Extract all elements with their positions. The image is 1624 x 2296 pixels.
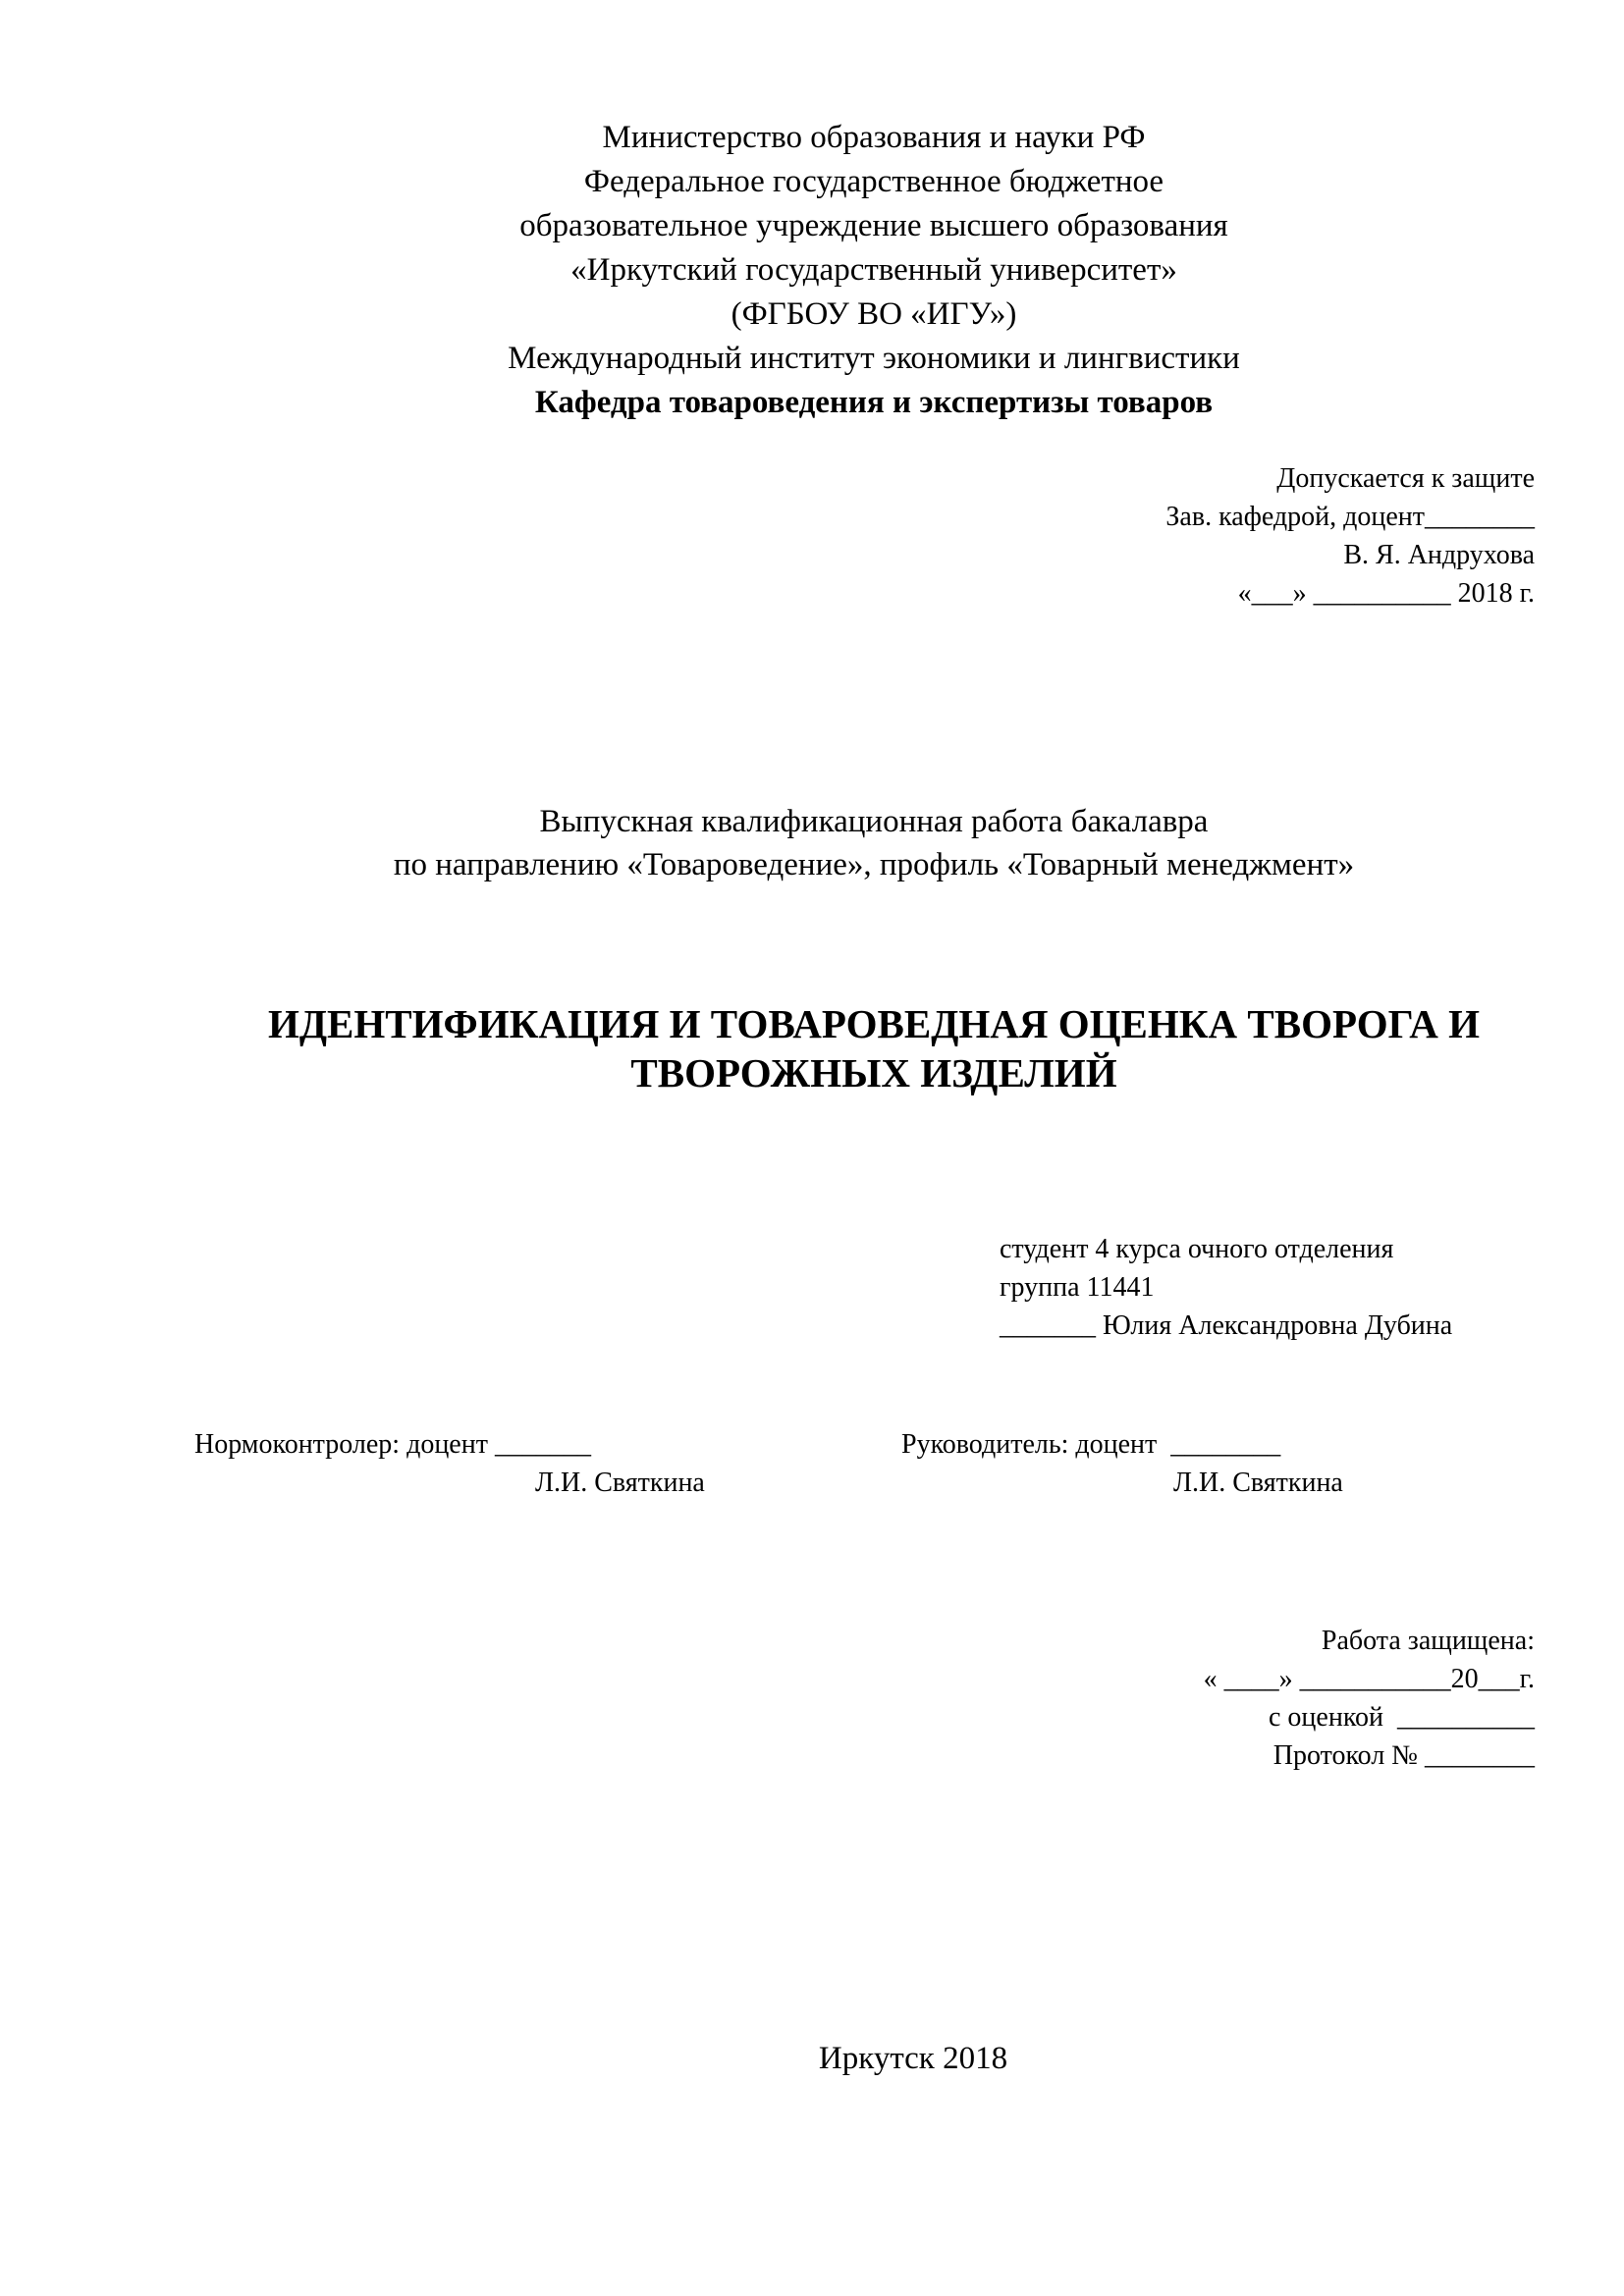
institution-header <box>295 116 1453 425</box>
institution-type-line: Федеральное государственное бюджетное <box>583 164 1164 199</box>
student-signature-name: _______ Юлия Александровна Дубина <box>1000 1310 1453 1341</box>
approval-caption: Допускается к защите <box>1276 463 1535 494</box>
student-course: студент 4 курса очного отделения <box>1000 1234 1394 1264</box>
defense-block <box>847 1622 1535 1775</box>
student-group: группа 11441 <box>1000 1272 1155 1303</box>
supervisor-role: Руководитель: доцент ________ <box>901 1429 1281 1460</box>
thesis-title-line-2: ТВОРОЖНЫХ ИЗДЕЛИЙ <box>630 1050 1117 1095</box>
defense-protocol: Протокол № ________ <box>1272 1740 1535 1771</box>
institute-name: Международный институт экономики и лингвистики <box>508 341 1240 376</box>
head-of-department-signature: Зав. кафедрой, доцент________ <box>1165 502 1535 532</box>
student-block <box>1000 1230 1589 1345</box>
supervisor-name: Л.И. Святкина <box>1173 1468 1343 1498</box>
normcontroller-role: Нормоконтролер: доцент _______ <box>194 1429 591 1460</box>
supervisor-block <box>901 1425 1451 1502</box>
defense-caption: Работа защищена: <box>1321 1626 1535 1656</box>
work-type <box>177 800 1571 886</box>
thesis-title-line-1: ИДЕНТИФИКАЦИЯ И ТОВАРОВЕДНАЯ ОЦЕНКА ТВОРОГА И <box>267 1001 1481 1046</box>
approval-date: «___» __________ 2018 г. <box>1237 578 1535 609</box>
work-direction-line: по направлению «Товароведение», профиль «Товарный менеджмент» <box>393 847 1355 882</box>
thesis-title <box>147 999 1600 1097</box>
department-name: Кафедра товароведения и экспертизы товаров <box>534 385 1214 420</box>
approval-block <box>847 459 1535 613</box>
defense-date: « ____» ___________20___г. <box>1203 1664 1535 1694</box>
city-year: Иркутск 2018 <box>818 2041 1008 2076</box>
university-name: «Иркутский государственный университет» <box>570 252 1177 288</box>
work-type-line: Выпускная квалификационная работа бакалавра <box>539 804 1209 839</box>
head-of-department-name: В. Я. Андрухова <box>1343 540 1535 570</box>
normcontroller-block <box>194 1425 744 1502</box>
defense-grade: с оценкой __________ <box>1269 1702 1535 1733</box>
ministry-line: Министерство образования и науки РФ <box>602 120 1146 155</box>
institution-type-line-2: образовательное учреждение высшего образования <box>519 208 1228 243</box>
university-abbreviation: (ФГБОУ ВО «ИГУ») <box>731 296 1017 332</box>
normcontroller-name: Л.И. Святкина <box>535 1468 705 1498</box>
